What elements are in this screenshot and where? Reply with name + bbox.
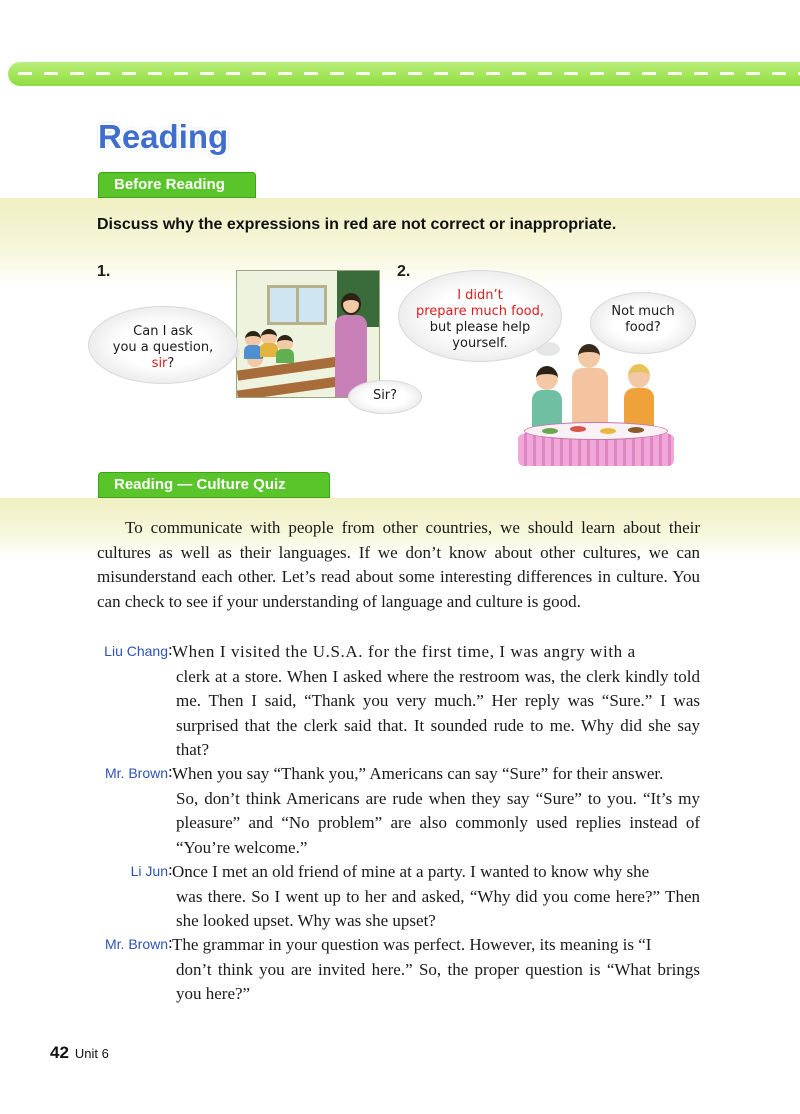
bubble-line: but please help <box>429 320 531 335</box>
speaker-name: Mr. Brown <box>104 936 168 952</box>
unit-label: Unit 6 <box>74 1046 109 1061</box>
speech-bubble-host <box>398 270 562 362</box>
dialogue-first-line: When I visited the U.S.A. for the first time, I was angry with a <box>172 642 636 661</box>
red-expression: sir <box>151 356 168 371</box>
red-expression: I didn’t <box>457 288 503 303</box>
bubble-line <box>88 356 238 372</box>
dialogue-first-line: The grammar in your question was perfect. However, its meaning is “I <box>172 935 652 954</box>
bubble-line: you a question, <box>112 340 214 355</box>
speech-bubble-question <box>88 306 238 384</box>
speaker-colon: : <box>168 933 173 952</box>
speaker-name: Mr. Brown <box>104 765 168 781</box>
decorative-stripe <box>8 62 800 86</box>
bubble-line: food? <box>625 320 661 335</box>
dish <box>542 428 558 434</box>
speaker-name: Li Jun <box>130 863 168 879</box>
classroom-illustration <box>236 270 380 398</box>
speaker-name: Liu Chang <box>104 643 168 659</box>
before-reading-tab: Before Reading <box>98 172 256 198</box>
dialogue-text <box>172 933 700 1007</box>
speaker-colon: : <box>168 640 173 659</box>
bubble-line: Not much <box>611 304 675 319</box>
dialogue-text <box>172 640 700 763</box>
item-number-1: 1. <box>97 263 111 280</box>
dinner-illustration <box>518 338 674 466</box>
dialogue-rest: don’t think you are invited here.” So, the proper question is “What brings you here?” <box>176 959 700 1003</box>
intro-paragraph: To communicate with people from other countries, we should learn about their cultures as well as their languages. If we don’t know about other cultures, we can misunderstand each other. Let’s read about some interesting differences in culture. You can check to see if your understanding of language and culture is good. <box>97 518 700 611</box>
page-footer <box>50 1043 109 1063</box>
dish <box>628 427 644 433</box>
top-band <box>0 0 800 90</box>
speech-bubble-reply: Sir? <box>348 380 422 414</box>
page-number: 42 <box>50 1043 69 1062</box>
page-title: Reading <box>98 118 229 155</box>
dialogue-first-line: Once I met an old friend of mine at a party. I wanted to know why she <box>172 862 650 881</box>
window <box>267 285 327 325</box>
student-shirt <box>276 349 294 363</box>
speech-bubble-guest <box>590 292 696 354</box>
bubble-punctuation: ? <box>167 356 175 371</box>
dialogue-rest: clerk at a store. When I asked where the restroom was, the clerk kindly told me. Then I said, “Thank you very much.” Her reply was “Sure.” I was surprised that the clerk said that. It sounded rude to me. Why did she say that? <box>176 666 700 759</box>
dialogue-rest: So, don’t think Americans are rude when they say “Sure” to you. “It’s my pleasure” and “No problem” are also commonly used replies instead of “You’re welcome.” <box>176 788 700 857</box>
bubble-line: Can I ask <box>133 324 193 339</box>
dialogue-rest: was there. So I went up to her and asked, “Why did you come here?” Then she looked upset. Why was she upset? <box>176 886 700 930</box>
red-expression: prepare much food, <box>415 304 544 319</box>
dialogue-text <box>172 762 700 860</box>
speaker-colon: : <box>168 860 173 879</box>
desk <box>237 375 347 398</box>
dish <box>570 426 586 432</box>
speaker-colon: : <box>168 762 173 781</box>
culture-quiz-tab: Reading — Culture Quiz <box>98 472 330 498</box>
teacher-head <box>341 293 361 315</box>
dialogue-text <box>172 860 700 934</box>
dialogue-first-line: When you say “Thank you,” Americans can say “Sure” for their answer. <box>172 764 664 783</box>
bubble-line: yourself. <box>452 336 508 351</box>
instruction-text: Discuss why the expressions in red are not correct or inappropriate. <box>97 216 617 233</box>
item-number-2: 2. <box>397 263 411 280</box>
dish <box>600 428 616 434</box>
